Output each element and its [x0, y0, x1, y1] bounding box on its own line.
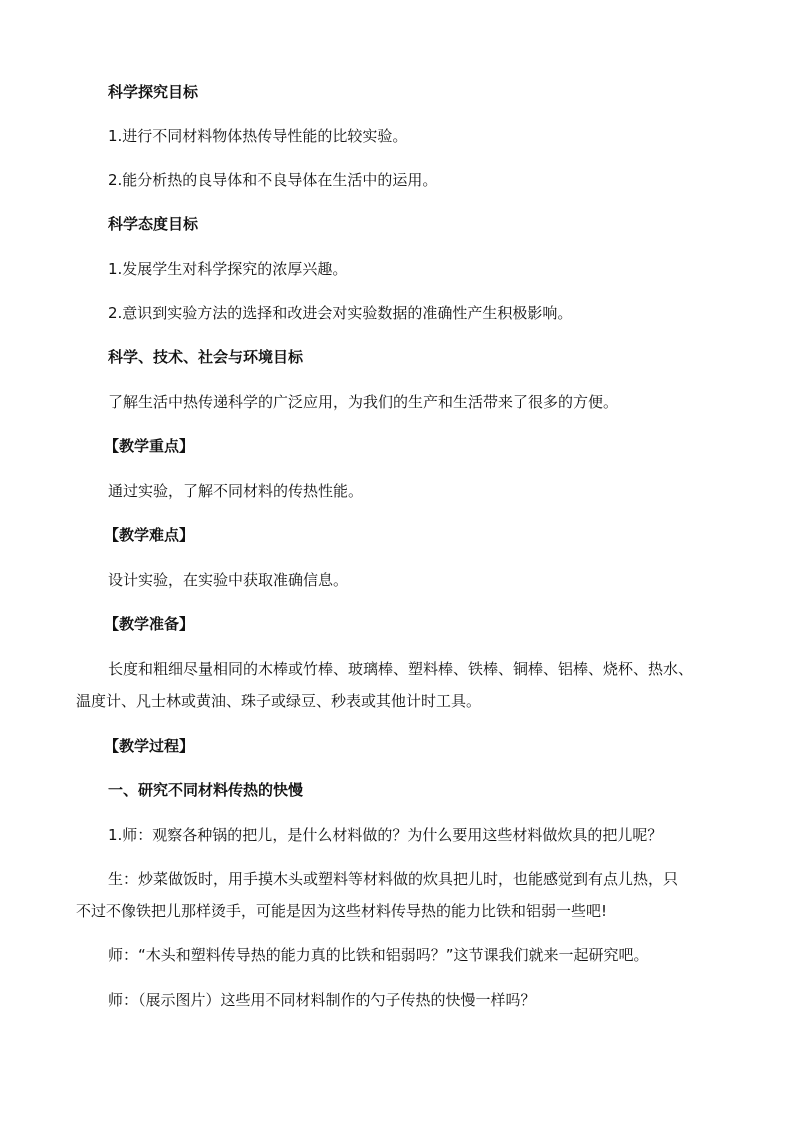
preparation-line-2: 温度计、凡士林或黄油、珠子或绿豆、秒表或其他计时工具。 — [76, 692, 482, 710]
attitude-goal-2: 2.意识到实验方法的选择和改进会对实验数据的准确性产生积极影响。 — [108, 304, 573, 322]
heading-process: 【教学过程】 — [104, 737, 195, 755]
heading-attitude-goals: 科学态度目标 — [108, 215, 199, 233]
explore-goal-1: 1.进行不同材料物体热传导性能的比较实验。 — [108, 127, 408, 145]
paragraph-4: 师：（展示图片）这些用不同材料制作的勺子传热的快慢一样吗？ — [108, 991, 536, 1009]
attitude-goal-1: 1.发展学生对科学探究的浓厚兴趣。 — [108, 260, 348, 278]
heading-difficult-points: 【教学难点】 — [104, 526, 195, 544]
paragraph-1: 1.师：观察各种锅的把儿，是什么材料做的？为什么要用这些材料做炊具的把儿呢？ — [108, 826, 663, 844]
heading-preparation: 【教学准备】 — [104, 615, 195, 633]
heading-explore-goals: 科学探究目标 — [108, 83, 199, 101]
heading-key-points: 【教学重点】 — [104, 437, 195, 455]
preparation-line-1: 长度和粗细尽量相同的木棒或竹棒、玻璃棒、塑料棒、铁棒、铜棒、铝棒、烧杯、热水、 — [108, 660, 694, 678]
paragraph-3: 师：“木头和塑料传导热的能力真的比铁和铝弱吗？”这节课我们就来一起研究吧。 — [108, 946, 649, 964]
paragraph-2-line-2: 不过不像铁把儿那样烫手，可能是因为这些材料传导热的能力比铁和铝弱一些吧! — [76, 902, 608, 920]
key-point-1: 通过实验，了解不同材料的传热性能。 — [108, 482, 364, 500]
paragraph-2-line-1: 生：炒菜做饭时，用手摸木头或塑料等材料做的炊具把儿时，也能感觉到有点儿热，只 — [108, 870, 679, 888]
explore-goal-2: 2.能分析热的良导体和不良导体在生活中的运用。 — [108, 171, 438, 189]
difficult-point-1: 设计实验，在实验中获取准确信息。 — [108, 571, 349, 589]
heading-section-1: 一、研究不同材料传热的快慢 — [108, 781, 304, 799]
heading-sts-goals: 科学、技术、社会与环境目标 — [108, 348, 304, 366]
sts-goal-1: 了解生活中热传递科学的广泛应用，为我们的生产和生活带来了很多的方便。 — [108, 393, 619, 411]
